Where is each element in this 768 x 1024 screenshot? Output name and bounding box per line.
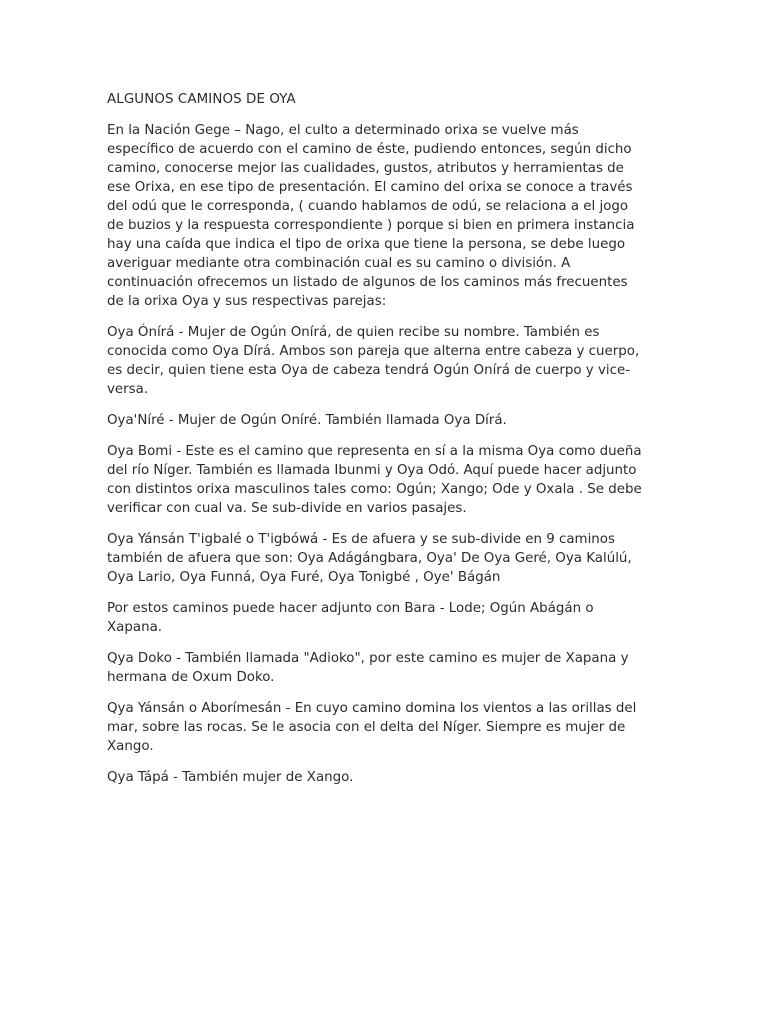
document-body [107, 90, 663, 799]
paragraph-oya-yansan-tigbale: Oya Yánsán T'igbalé o T'igbówá - Es de afuera y se sub-divide en 9 caminos también de afuera que son: Oya Adágángbara, Oya' De Oya Geré, Oya Kalúlú, Oya Lario, Oya Funná, Oya Furé, Oya Tonigbé , Oye' Bágán [107, 532, 632, 585]
paragraph-oya-tapa: Qya Tápá - También mujer de Xango. [107, 770, 354, 785]
paragraph-intro: En la Nación Gege – Nago, el culto a determinado orixa se vuelve más específico de acuerdo con el camino de éste, pudiendo entonces, según dicho camino, conocerse mejor las cualidades, gustos, atributos y herramientas de ese Orixa, en ese tipo de presentación. El camino del orixa se conoce a través del odú que le corresponda, ( cuando hablamos de odú, se relaciona a el jogo de buzios y la respuesta correspondiente ) porque si bien en primera instancia hay una caída que indica el tipo de orixa que tiene la persona, se debe luego averiguar mediante otra combinación cual es su camino o división. A continuación ofrecemos un listado de algunos de los caminos más frecuentes de la orixa Oya y sus respectivas parejas: [107, 123, 635, 309]
paragraph-oya-bomi: Oya Bomi - Este es el camino que representa en sí a la misma Oya como dueña del río Níger. También es llamada Ibunmi y Oya Odó. Aquí puede hacer adjunto con distintos orixa masculinos tales como: Ogún; Xango; Ode y Oxala . Se debe verificar con cual va. Se sub-divide en varios pasajes. [107, 444, 642, 516]
paragraph-oya-onira: Oya Ónírá - Mujer de Ogún Onírá, de quien recibe su nombre. También es conocida como Oya Dírá. Ambos son pareja que alterna entre cabeza y cuerpo, es decir, quien tiene esta Oya de cabeza tendrá Ogún Onírá de cuerpo y vice- versa. [107, 325, 640, 397]
paragraph-oya-doko: Qya Doko - También llamada "Adioko", por este camino es mujer de Xapana y hermana de Oxum Doko. [107, 651, 629, 685]
paragraph-oya-nire: Oya'Níré - Mujer de Ogún Oníré. También llamada Oya Dírá. [107, 413, 507, 428]
document-title: ALGUNOS CAMINOS DE OYA [107, 92, 296, 107]
paragraph-oya-aborimesan: Qya Yánsán o Aborímesán - En cuyo camino domina los vientos a las orillas del mar, sobre las rocas. Se le asocia con el delta del Níger. Siempre es mujer de Xango. [107, 701, 637, 754]
paragraph-adjunto: Por estos caminos puede hacer adjunto con Bara - Lode; Ogún Abágán o Xapana. [107, 601, 594, 635]
